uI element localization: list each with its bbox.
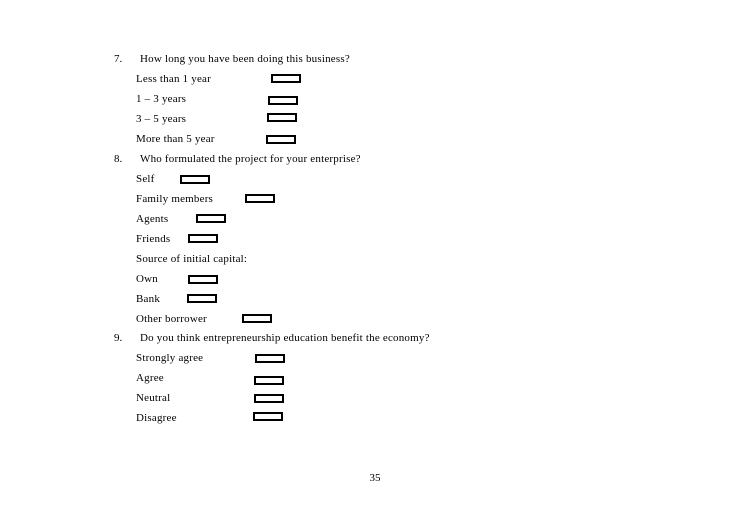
question-7-number: 7.	[114, 53, 123, 65]
question-8-text: Who formulated the project for your enterprise?	[140, 153, 361, 165]
q7-option-less-than-1-year-checkbox[interactable]	[271, 74, 301, 83]
q9-option-agree-checkbox[interactable]	[254, 376, 284, 385]
q7-option-1-3-years-label: 1 – 3 years	[136, 93, 187, 105]
q7-option-less-than-1-year-label: Less than 1 year	[136, 73, 211, 85]
q7-option-more-than-5-year-label: More than 5 year	[136, 133, 215, 145]
q8-option-agents-checkbox[interactable]	[196, 214, 226, 223]
q8-sub-option-other-borrower-checkbox[interactable]	[242, 314, 272, 323]
page-number: 35	[369, 472, 381, 484]
q7-option-3-5-years-checkbox[interactable]	[267, 113, 297, 122]
q8-option-agents-label: Agents	[136, 213, 169, 225]
question-8-number: 8.	[114, 153, 123, 165]
q7-option-1-3-years-checkbox[interactable]	[268, 96, 298, 105]
q9-option-neutral-checkbox[interactable]	[254, 394, 284, 403]
q8-option-self-checkbox[interactable]	[180, 175, 210, 184]
question-7-text: How long you have been doing this business?	[140, 53, 350, 65]
q8-sub-option-own-label: Own	[136, 273, 158, 285]
question-9-text: Do you think entrepreneurship education benefit the economy?	[140, 332, 430, 344]
q9-option-disagree-checkbox[interactable]	[253, 412, 283, 421]
q8-option-family-members-checkbox[interactable]	[245, 194, 275, 203]
q8-option-family-members-label: Family members	[136, 193, 214, 205]
question-9-number: 9.	[114, 332, 123, 344]
q7-option-more-than-5-year-checkbox[interactable]	[266, 135, 296, 144]
q8-option-friends-checkbox[interactable]	[188, 234, 218, 243]
q8-option-friends-label: Friends	[136, 233, 171, 245]
q8-option-self-label: Self	[136, 173, 155, 185]
q8-sub-option-own-checkbox[interactable]	[188, 275, 218, 284]
q9-option-strongly-agree-label: Strongly agree	[136, 352, 204, 364]
q8-sub-option-bank-label: Bank	[136, 293, 161, 305]
q9-option-disagree-label: Disagree	[136, 412, 177, 424]
q8-subheading-initial-capital: Source of initial capital:	[136, 253, 248, 265]
q9-option-agree-label: Agree	[136, 372, 164, 384]
q8-sub-option-other-borrower-label: Other borrower	[136, 313, 207, 325]
q9-option-neutral-label: Neutral	[136, 392, 171, 404]
q9-option-strongly-agree-checkbox[interactable]	[255, 354, 285, 363]
q8-sub-option-bank-checkbox[interactable]	[187, 294, 217, 303]
q7-option-3-5-years-label: 3 – 5 years	[136, 113, 187, 125]
